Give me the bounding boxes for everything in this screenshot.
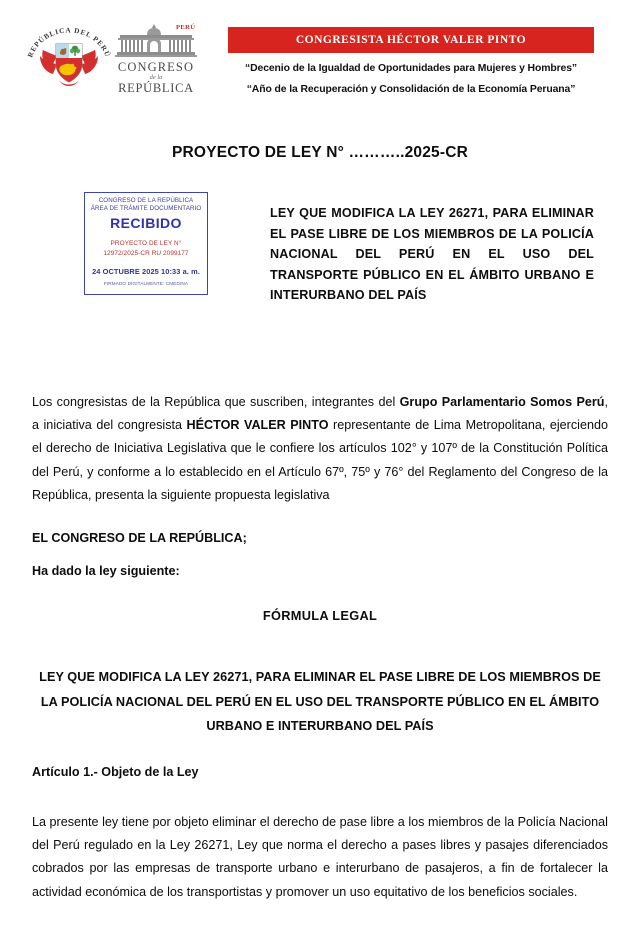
intro-text-part1: Los congresistas de la República que suscriben, integrantes del — [32, 394, 400, 409]
slogan-line-1: “Decenio de la Igualdad de Oportunidades para Mujeres y Hombres” — [245, 63, 577, 74]
law-title-heading: LEY QUE MODIFICA LA LEY 26271, PARA ELIMINAR EL PASE LIBRE DE LOS MIEMBROS DE LA POLICÍA NACIONAL DEL PERÚ EN EL USO DEL TRANSPORTE PÚBLICO EN EL ÁMBITO URBANO E INTERURBANO DEL PAÍS — [270, 206, 594, 302]
coat-of-arms-shield-icon — [39, 34, 99, 92]
project-law-number-title: PROYECTO DE LEY N° ………..2025-CR — [171, 144, 469, 161]
congress-logo-line2: de la — [149, 74, 163, 81]
stamp-project-label: PROYECTO DE LEY N° — [110, 240, 182, 247]
congress-logo — [112, 22, 200, 98]
article-1-text: La presente ley tiene por objeto eliminar el derecho de pase libre a los miembros de la Policía Nacional del Perú regulado en la Ley 26271, Ley que norma el derecho a pases libres y pasajes diferenciados cobrados por las empresas de transporte urbano e interurbano de pasajeros, a fin de fortalecer la actividad económica de los transportistas y promover un uso equitativo de los beneficios sociales. — [32, 814, 608, 899]
stamp-line-congress: CONGRESO DE LA REPÚBLICA — [98, 197, 194, 204]
stamp-digital-signature: FIRMADO DIGITALMENTE: CMEDINA — [103, 281, 189, 286]
intro-text-part3: representante de Lima Metropolitana, ejerciendo el derecho de Iniciativa Legislativa que le confiere los artículos 102° y 107º de la Constitución Política del Perú, y conforme a lo establecido en el Artículo 67º, 75º y 76° del Reglamento del Congreso de la República, presenta la siguiente propuesta legislativa — [32, 418, 608, 503]
coat-of-arms-arc-label: REPÚBLICA DEL PERÚ — [26, 26, 112, 59]
article-1-heading: Artículo 1.- Objeto de la Ley — [32, 765, 199, 779]
congress-building-icon — [114, 22, 198, 60]
congressman-banner-label: CONGRESISTA HÉCTOR VALER PINTO — [295, 34, 527, 46]
congress-logo-line1: CONGRESO — [117, 60, 195, 74]
intro-congressman-name: HÉCTOR VALER PINTO — [186, 418, 329, 432]
congress-logo-line3: REPÚBLICA — [118, 81, 194, 95]
intro-text-part2: , a iniciativa del congresista — [32, 394, 608, 432]
congressman-banner — [228, 27, 594, 53]
congress-declaration-subline: Ha dado la ley siguiente: — [32, 564, 180, 578]
congress-peru-label: PERÚ — [176, 24, 196, 31]
peru-coat-of-arms — [26, 20, 112, 94]
reception-stamp — [84, 192, 208, 295]
slogan-line-2: “Año de la Recuperación y Consolidación de la Economía Peruana” — [246, 84, 576, 95]
law-title-centered: LEY QUE MODIFICA LA LEY 26271, PARA ELIMINAR EL PASE LIBRE DE LOS MIEMBROS DE LA POLICÍA NACIONAL DEL PERÚ EN EL USO DEL TRANSPORTE PÚBLICO EN EL ÁMBITO URBANO E INTERURBANO DEL PAÍS — [39, 670, 601, 733]
stamp-datetime: 24 OCTUBRE 2025 10:33 a. m. — [92, 267, 200, 276]
stamp-project-number: 12972/2025-CR RU 2099177 — [103, 250, 189, 257]
stamp-received-label: RECIBIDO — [110, 215, 182, 231]
document-header — [0, 0, 640, 112]
congress-declaration-header: EL CONGRESO DE LA REPÚBLICA; — [32, 531, 247, 545]
formula-legal-heading: FÓRMULA LEGAL — [262, 608, 378, 623]
introduction-paragraph — [32, 391, 608, 508]
stamp-line-area: ÁREA DE TRÁMITE DOCUMENTARIO — [90, 205, 202, 212]
intro-group-name: Grupo Parlamentario Somos Perú — [399, 394, 605, 409]
